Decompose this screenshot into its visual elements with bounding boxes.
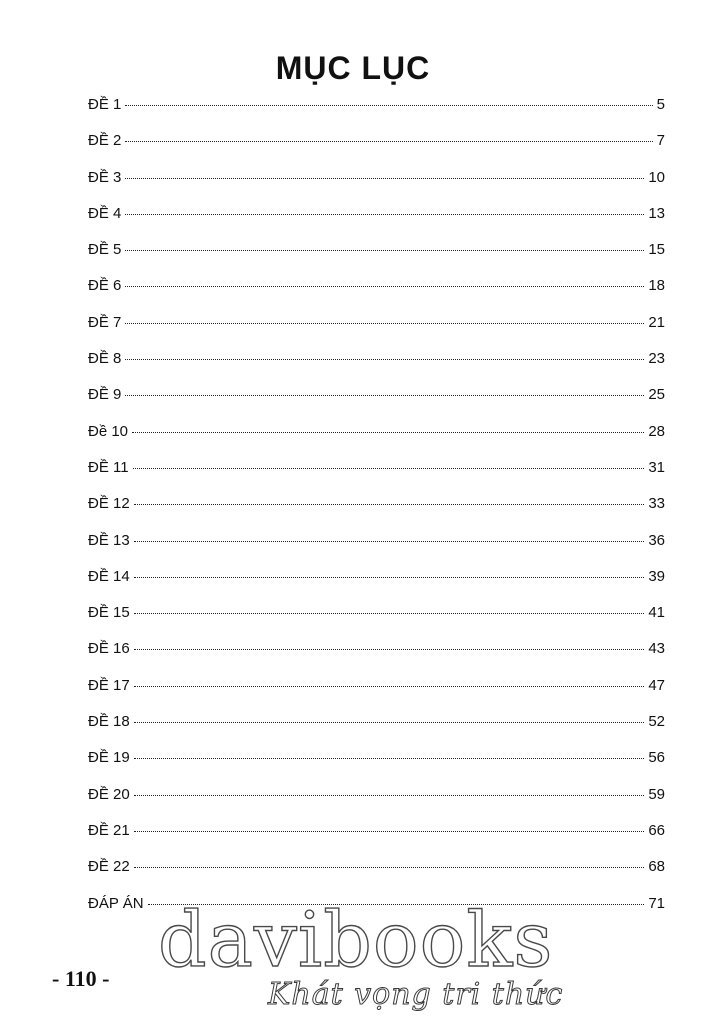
- toc-page-number: 18: [648, 277, 665, 295]
- toc-row: [88, 713, 665, 749]
- toc-page-number: 7: [656, 132, 665, 150]
- toc-leader-dots: [134, 867, 645, 868]
- toc-leader-dots: [134, 577, 645, 578]
- toc-leader-dots: [134, 686, 645, 687]
- toc-page-number: 56: [648, 749, 665, 767]
- toc-row: [88, 568, 665, 604]
- toc-page-number: 68: [648, 858, 665, 876]
- toc-row: [88, 132, 665, 168]
- toc-row: [88, 205, 665, 241]
- table-of-contents: [88, 96, 665, 931]
- page-title: MỤC LỤC: [275, 50, 431, 86]
- toc-label: ĐỀ 18: [88, 713, 130, 731]
- toc-row: [88, 386, 665, 422]
- toc-page-number: 13: [648, 204, 665, 222]
- toc-page-number: 71: [648, 894, 665, 912]
- toc-leader-dots: [125, 395, 644, 396]
- toc-leader-dots: [134, 504, 645, 505]
- toc-row: [88, 277, 665, 313]
- toc-leader-dots: [125, 178, 644, 179]
- toc-page-number: 25: [648, 386, 665, 404]
- toc-label: Đề 10: [88, 422, 129, 440]
- watermark-logo: davibooks: [158, 895, 554, 984]
- toc-label: ĐỀ 13: [88, 531, 130, 549]
- toc-leader-dots: [125, 214, 644, 215]
- toc-label: ĐỀ 8: [88, 350, 122, 368]
- toc-row: [88, 350, 665, 386]
- toc-label: ĐỀ 2: [88, 132, 122, 150]
- toc-label: ĐỀ 15: [88, 604, 130, 622]
- toc-leader-dots: [125, 359, 644, 360]
- toc-label: ĐỀ 17: [88, 676, 130, 694]
- toc-row: [88, 423, 665, 459]
- page-number: - 110 -: [52, 966, 110, 991]
- watermark-tagline: Khát vọng tri thức: [268, 977, 564, 1012]
- toc-row: [88, 822, 665, 858]
- toc-row: [88, 495, 665, 531]
- toc-leader-dots: [134, 541, 645, 542]
- toc-page-number: 21: [648, 313, 665, 331]
- toc-leader-dots: [134, 613, 645, 614]
- toc-page-number: 41: [648, 604, 665, 622]
- toc-label: ĐỀ 14: [88, 567, 130, 585]
- toc-row: [88, 604, 665, 640]
- toc-page-number: 31: [648, 458, 665, 476]
- toc-label: ĐỀ 16: [88, 640, 130, 658]
- toc-row: [88, 314, 665, 350]
- toc-page-number: 36: [648, 531, 665, 549]
- toc-page-number: 28: [648, 422, 665, 440]
- toc-label: ĐỀ 19: [88, 749, 130, 767]
- toc-page-number: 43: [648, 640, 665, 658]
- toc-page-number: 52: [648, 713, 665, 731]
- toc-page-number: 66: [648, 821, 665, 839]
- toc-label: ĐỀ 7: [88, 313, 122, 331]
- toc-page-number: 47: [648, 676, 665, 694]
- toc-row: [88, 677, 665, 713]
- toc-row: [88, 459, 665, 495]
- toc-leader-dots: [132, 432, 644, 433]
- toc-label: ĐỀ 3: [88, 168, 122, 186]
- toc-row: [88, 169, 665, 205]
- toc-label: ĐỀ 4: [88, 204, 122, 222]
- toc-page-number: 33: [648, 495, 665, 513]
- toc-leader-dots: [133, 468, 645, 469]
- toc-page-number: 23: [648, 350, 665, 368]
- toc-label: ĐÁP ÁN: [88, 894, 144, 912]
- toc-page-number: 10: [648, 168, 665, 186]
- toc-label: ĐỀ 11: [88, 458, 129, 476]
- toc-leader-dots: [134, 649, 645, 650]
- toc-label: ĐỀ 12: [88, 495, 130, 513]
- toc-page-number: 15: [648, 241, 665, 259]
- toc-leader-dots: [125, 141, 652, 142]
- toc-leader-dots: [125, 286, 644, 287]
- toc-leader-dots: [125, 323, 644, 324]
- toc-label: ĐỀ 6: [88, 277, 122, 295]
- toc-leader-dots: [134, 722, 645, 723]
- toc-label: ĐỀ 9: [88, 386, 122, 404]
- toc-row: [88, 858, 665, 894]
- toc-page-number: 39: [648, 567, 665, 585]
- toc-row: [88, 241, 665, 277]
- toc-label: ĐỀ 21: [88, 821, 130, 839]
- toc-leader-dots: [134, 795, 645, 796]
- toc-page-number: 59: [648, 785, 665, 803]
- toc-page-number: 5: [656, 96, 665, 113]
- toc-leader-dots: [134, 831, 645, 832]
- toc-leader-dots: [125, 105, 652, 106]
- toc-row: [88, 96, 665, 132]
- toc-label: ĐỀ 22: [88, 858, 130, 876]
- toc-row: [88, 749, 665, 785]
- toc-row: [88, 640, 665, 676]
- toc-leader-dots: [134, 758, 645, 759]
- toc-label: ĐỀ 1: [88, 96, 122, 113]
- toc-label: ĐỀ 20: [88, 785, 130, 803]
- toc-leader-dots: [125, 250, 644, 251]
- toc-label: ĐỀ 5: [88, 241, 122, 259]
- toc-row: [88, 786, 665, 822]
- toc-row: [88, 532, 665, 568]
